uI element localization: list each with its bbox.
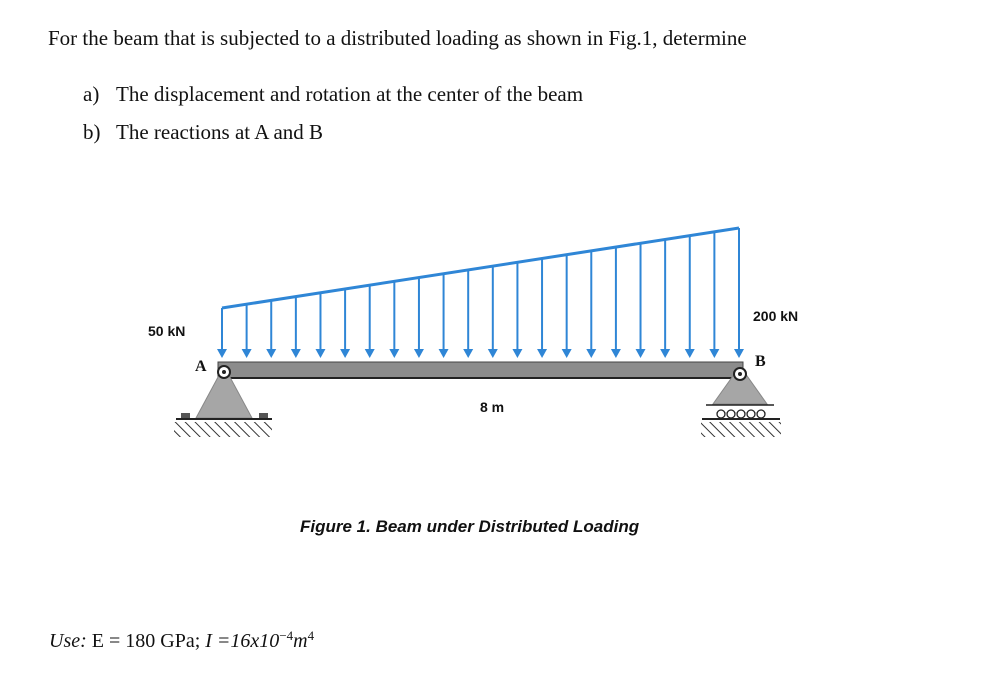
ground-block-left-a bbox=[181, 413, 190, 418]
load-right-label: 200 kN bbox=[753, 308, 799, 324]
support-b-label: B bbox=[755, 353, 766, 370]
question-a-label: a) bbox=[83, 82, 100, 106]
load-arrowhead bbox=[537, 349, 547, 358]
load-arrowhead bbox=[586, 349, 596, 358]
given-values bbox=[49, 628, 314, 653]
load-arrowhead bbox=[389, 349, 399, 358]
question-b-label: b) bbox=[83, 120, 101, 144]
ground-block-right-a bbox=[259, 413, 268, 418]
load-arrowhead bbox=[291, 349, 301, 358]
load-arrowhead bbox=[439, 349, 449, 358]
figure-caption: Figure 1. Beam under Distributed Loading bbox=[300, 517, 640, 536]
load-arrowhead bbox=[512, 349, 522, 358]
load-arrowhead bbox=[636, 349, 646, 358]
load-arrowhead bbox=[488, 349, 498, 358]
load-arrowhead bbox=[709, 349, 719, 358]
given-label: Use: bbox=[49, 630, 87, 652]
load-arrowhead bbox=[734, 349, 744, 358]
load-arrowhead bbox=[463, 349, 473, 358]
support-a-label: A bbox=[195, 358, 207, 375]
span-label: 8 m bbox=[480, 399, 505, 415]
load-arrowhead bbox=[365, 349, 375, 358]
beam bbox=[218, 362, 743, 378]
load-top-line bbox=[222, 228, 739, 308]
load-arrowhead bbox=[266, 349, 276, 358]
distributed-load bbox=[217, 228, 744, 358]
load-arrowhead bbox=[414, 349, 424, 358]
inertia-exponent: −4 bbox=[279, 628, 294, 643]
inertia-unit: m bbox=[293, 630, 308, 652]
load-arrowhead bbox=[611, 349, 621, 358]
load-arrowhead bbox=[315, 349, 325, 358]
load-arrowhead bbox=[217, 349, 227, 358]
ground-hatch-b bbox=[701, 422, 781, 437]
inertia-unit-exponent: 4 bbox=[307, 628, 315, 643]
roller-wheels-b bbox=[717, 410, 765, 418]
load-arrowhead bbox=[685, 349, 695, 358]
inertia-value bbox=[205, 630, 314, 652]
load-arrowhead bbox=[660, 349, 670, 358]
question-b-text: The reactions at A and B bbox=[116, 120, 324, 144]
load-arrowhead bbox=[562, 349, 572, 358]
load-left-label: 50 kN bbox=[148, 323, 186, 339]
question-a-text: The displacement and rotation at the center of the beam bbox=[116, 82, 584, 106]
ground-hatch-a bbox=[174, 422, 272, 437]
load-arrowhead bbox=[242, 349, 252, 358]
load-arrowhead bbox=[340, 349, 350, 358]
problem-statement: For the beam that is subjected to a distributed loading as shown in Fig.1, determine bbox=[48, 26, 747, 50]
inertia-prefix: I =16x10 bbox=[205, 630, 280, 652]
modulus-value: E = 180 GPa; bbox=[91, 630, 201, 652]
